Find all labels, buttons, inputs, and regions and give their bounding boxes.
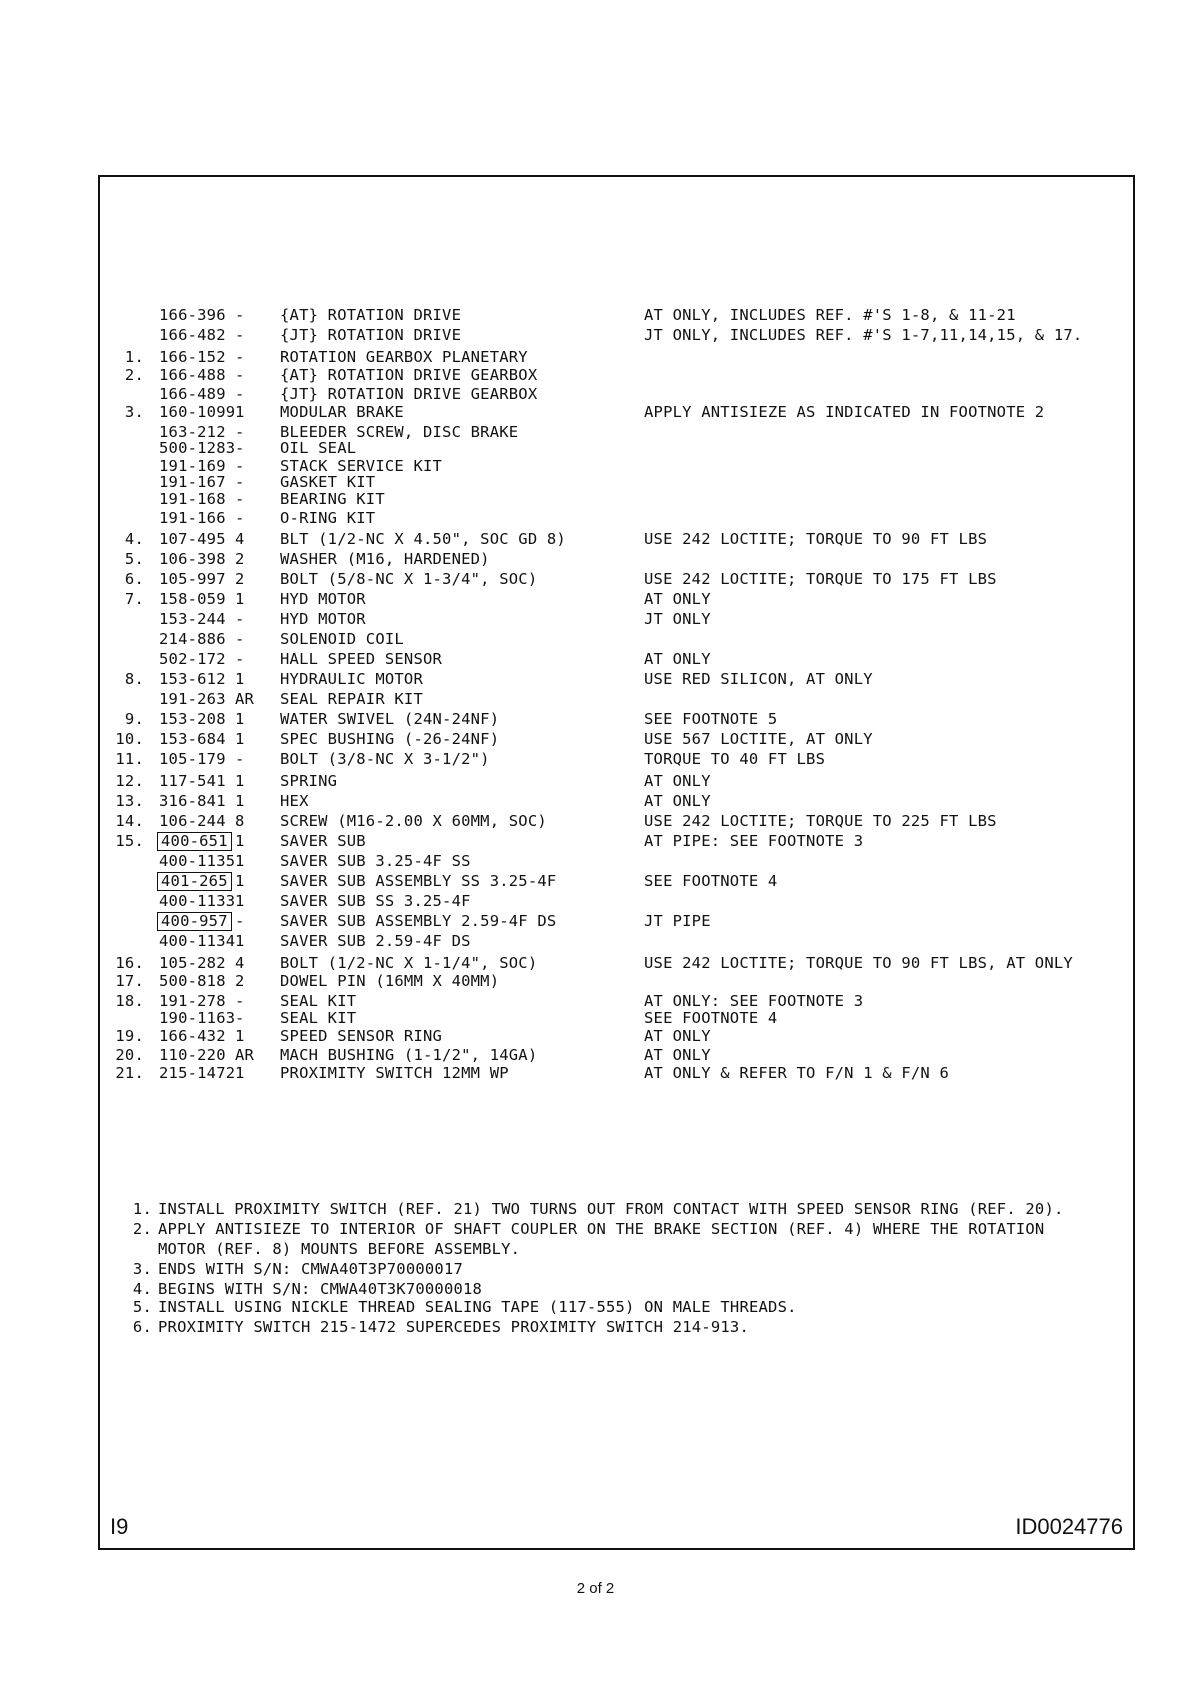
parts-row: [100, 1045, 1137, 1065]
ref-number: 3.: [124, 403, 144, 421]
quantity: 2: [235, 570, 245, 588]
description: HYD MOTOR: [280, 610, 366, 628]
part-number: 166-396: [159, 306, 226, 324]
description: SEAL KIT: [280, 1009, 357, 1027]
part-number: 166-488: [159, 366, 226, 384]
description: OIL SEAL: [280, 439, 357, 457]
part-number: 400-957: [157, 912, 232, 931]
description: {AT} ROTATION DRIVE: [280, 306, 462, 324]
ref-number: 11.: [115, 750, 144, 768]
footnote-line: [128, 1199, 1064, 1219]
ref-number: 10.: [115, 730, 144, 748]
remark: AT ONLY: [644, 1046, 711, 1064]
ref-number: 13.: [115, 792, 144, 810]
description: MODULAR BRAKE: [280, 403, 404, 421]
part-number: 105-997: [159, 570, 226, 588]
ref-number: 18.: [115, 992, 144, 1010]
ref-number: 12.: [115, 772, 144, 790]
quantity: -: [235, 366, 245, 384]
parts-row: [100, 1026, 1137, 1046]
description: HYDRAULIC MOTOR: [280, 670, 423, 688]
remark: JT ONLY, INCLUDES REF. #'S 1-7,11,14,15, & 17.: [644, 326, 1083, 344]
quantity: -: [235, 630, 245, 648]
description: HYD MOTOR: [280, 590, 366, 608]
footnote-line: [128, 1259, 463, 1279]
remark: USE 242 LOCTITE; TORQUE TO 90 FT LBS: [644, 530, 988, 548]
remark: AT ONLY: [644, 772, 711, 790]
quantity: -: [235, 509, 245, 527]
quantity: -: [235, 306, 245, 324]
parts-row: [100, 891, 1137, 911]
description: SAVER SUB ASSEMBLY 2.59-4F DS: [280, 912, 557, 930]
quantity: AR: [235, 1046, 255, 1064]
quantity: 2: [235, 972, 245, 990]
footnote-line: [128, 1297, 797, 1317]
footnote-text: MOTOR (REF. 8) MOUNTS BEFORE ASSEMBLY.: [158, 1240, 521, 1258]
description: SAVER SUB 2.59-4F DS: [280, 932, 471, 950]
quantity: 2: [235, 550, 245, 568]
parts-row: [100, 365, 1137, 385]
quantity: -: [235, 750, 245, 768]
parts-row: [100, 871, 1137, 891]
part-number: 158-059: [159, 590, 226, 608]
description: BOLT (3/8-NC X 3-1/2"): [280, 750, 490, 768]
description: BLT (1/2-NC X 4.50", SOC GD 8): [280, 530, 566, 548]
ref-number: 21.: [115, 1064, 144, 1082]
footnote-text: INSTALL PROXIMITY SWITCH (REF. 21) TWO TURNS OUT FROM CONTACT WITH SPEED SENSOR RING (REF. 20).: [158, 1200, 1064, 1218]
footnote-number: 5.: [132, 1298, 152, 1316]
ref-number: 9.: [124, 710, 144, 728]
description: HEX: [280, 792, 309, 810]
part-number: 107-495: [159, 530, 226, 548]
description: BEARING KIT: [280, 490, 385, 508]
parts-row: [100, 689, 1137, 709]
remark: JT ONLY: [644, 610, 711, 628]
ref-number: 20.: [115, 1046, 144, 1064]
parts-row: [100, 953, 1137, 973]
quantity: 1: [235, 710, 245, 728]
quantity: 1: [235, 832, 245, 850]
ref-number: 6.: [124, 570, 144, 588]
part-number: 400-651: [157, 832, 232, 851]
quantity: -: [235, 439, 245, 457]
part-number: 166-152: [159, 348, 226, 366]
ref-number: 16.: [115, 954, 144, 972]
part-number: 105-282: [159, 954, 226, 972]
quantity: 4: [235, 530, 245, 548]
description: SAVER SUB: [280, 832, 366, 850]
footnote-line: [128, 1219, 1044, 1239]
description: SPEC BUSHING (-26-24NF): [280, 730, 500, 748]
parts-row: [100, 325, 1137, 345]
description: SPRING: [280, 772, 338, 790]
description: SOLENOID COIL: [280, 630, 404, 648]
remark: USE 242 LOCTITE; TORQUE TO 175 FT LBS: [644, 570, 997, 588]
footnote-line: [128, 1317, 749, 1337]
part-number: 163-212: [159, 423, 226, 441]
description: DOWEL PIN (16MM X 40MM): [280, 972, 500, 990]
quantity: -: [235, 610, 245, 628]
quantity: 1: [235, 1064, 245, 1082]
part-number: 191-169: [159, 457, 226, 475]
remark: AT ONLY: SEE FOOTNOTE 3: [644, 992, 864, 1010]
description: BOLT (1/2-NC X 1-1/4", SOC): [280, 954, 538, 972]
part-number: 110-220: [159, 1046, 226, 1064]
description: SCREW (M16-2.00 X 60MM, SOC): [280, 812, 547, 830]
part-number: 191-166: [159, 509, 226, 527]
parts-row: [100, 831, 1137, 851]
part-number: 500-818: [159, 972, 226, 990]
parts-row: [100, 589, 1137, 609]
parts-row: [100, 508, 1137, 528]
description: SEAL KIT: [280, 992, 357, 1010]
part-number: 214-886: [159, 630, 226, 648]
quantity: -: [235, 1009, 245, 1027]
parts-row: [100, 771, 1137, 791]
part-number: 153-612: [159, 670, 226, 688]
description: SEAL REPAIR KIT: [280, 690, 423, 708]
parts-row: [100, 971, 1137, 991]
quantity: 1: [235, 792, 245, 810]
part-number: 191-168: [159, 490, 226, 508]
description: SAVER SUB 3.25-4F SS: [280, 852, 471, 870]
part-number: 191-263: [159, 690, 226, 708]
parts-row: [100, 569, 1137, 589]
part-number: 166-432: [159, 1027, 226, 1045]
parts-row: [100, 489, 1137, 509]
quantity: 1: [235, 730, 245, 748]
footnote-number: 4.: [132, 1280, 152, 1298]
quantity: 1: [235, 1027, 245, 1045]
ref-number: 1.: [124, 348, 144, 366]
ref-number: 19.: [115, 1027, 144, 1045]
remark: USE RED SILICON, AT ONLY: [644, 670, 873, 688]
parts-row: [100, 402, 1137, 422]
remark: SEE FOOTNOTE 5: [644, 710, 778, 728]
sheet-label: I9: [110, 1514, 129, 1539]
quantity: 1: [235, 670, 245, 688]
parts-row: [100, 709, 1137, 729]
description: SPEED SENSOR RING: [280, 1027, 443, 1045]
remark: SEE FOOTNOTE 4: [644, 1009, 778, 1027]
quantity: 1: [235, 403, 245, 421]
footnote-text: APPLY ANTISIEZE TO INTERIOR OF SHAFT COUPLER ON THE BRAKE SECTION (REF. 4) WHERE THE ROTATION: [158, 1220, 1045, 1238]
parts-row: [100, 669, 1137, 689]
part-number: 166-482: [159, 326, 226, 344]
part-number: 400-1133: [159, 892, 236, 910]
quantity: 1: [235, 892, 245, 910]
parts-row: [100, 1063, 1137, 1083]
quantity: -: [235, 385, 245, 403]
part-number: 500-1283: [159, 439, 236, 457]
footnote-number: 2.: [132, 1220, 152, 1238]
parts-row: [100, 791, 1137, 811]
footnote-number: 3.: [132, 1260, 152, 1278]
part-number: 160-1099: [159, 403, 236, 421]
drawing-id: ID0024776: [1015, 1514, 1123, 1539]
ref-number: 8.: [124, 670, 144, 688]
part-number: 153-208: [159, 710, 226, 728]
quantity: 4: [235, 954, 245, 972]
remark: USE 242 LOCTITE; TORQUE TO 90 FT LBS, AT ONLY: [644, 954, 1073, 972]
quantity: 1: [235, 852, 245, 870]
footnote-text: BEGINS WITH S/N: CMWA40T3K70000018: [158, 1280, 483, 1298]
description: {JT} ROTATION DRIVE GEARBOX: [280, 385, 538, 403]
part-number: 400-1134: [159, 932, 236, 950]
remark: AT ONLY: [644, 650, 711, 668]
quantity: -: [235, 423, 245, 441]
footnote-text: INSTALL USING NICKLE THREAD SEALING TAPE (117-555) ON MALE THREADS.: [158, 1298, 797, 1316]
description: {AT} ROTATION DRIVE GEARBOX: [280, 366, 538, 384]
footnote-text: ENDS WITH S/N: CMWA40T3P70000017: [158, 1260, 464, 1278]
footnote-number: 1.: [132, 1200, 152, 1218]
parts-row: [100, 729, 1137, 749]
part-number: 190-1163: [159, 1009, 236, 1027]
ref-number: 14.: [115, 812, 144, 830]
description: SAVER SUB SS 3.25-4F: [280, 892, 471, 910]
footnote-line: [128, 1239, 520, 1259]
remark: AT ONLY: [644, 792, 711, 810]
parts-row: [100, 851, 1137, 871]
quantity: -: [235, 912, 245, 930]
parts-row: [100, 1008, 1137, 1028]
remark: AT ONLY, INCLUDES REF. #'S 1-8, & 11-21: [644, 306, 1016, 324]
parts-row: [100, 629, 1137, 649]
remark: AT PIPE: SEE FOOTNOTE 3: [644, 832, 864, 850]
quantity: -: [235, 490, 245, 508]
parts-row: [100, 649, 1137, 669]
description: ROTATION GEARBOX PLANETARY: [280, 348, 528, 366]
part-number: 166-489: [159, 385, 226, 403]
quantity: 8: [235, 812, 245, 830]
part-number: 106-244: [159, 812, 226, 830]
remark: AT ONLY & REFER TO F/N 1 & F/N 6: [644, 1064, 950, 1082]
footnote-text: PROXIMITY SWITCH 215-1472 SUPERCEDES PROXIMITY SWITCH 214-913.: [158, 1318, 749, 1336]
quantity: 1: [235, 872, 245, 890]
part-number: 400-1135: [159, 852, 236, 870]
description: SAVER SUB ASSEMBLY SS 3.25-4F: [280, 872, 557, 890]
ref-number: 4.: [124, 530, 144, 548]
parts-row: [100, 749, 1137, 769]
parts-row: [100, 609, 1137, 629]
parts-row: [100, 529, 1137, 549]
ref-number: 17.: [115, 972, 144, 990]
part-number: 191-278: [159, 992, 226, 1010]
remark: SEE FOOTNOTE 4: [644, 872, 778, 890]
remark: USE 567 LOCTITE, AT ONLY: [644, 730, 873, 748]
description: HALL SPEED SENSOR: [280, 650, 443, 668]
parts-row: [100, 811, 1137, 831]
parts-row: [100, 347, 1137, 367]
quantity: 1: [235, 772, 245, 790]
remark: TORQUE TO 40 FT LBS: [644, 750, 826, 768]
part-number: 117-541: [159, 772, 226, 790]
remark: APPLY ANTISIEZE AS INDICATED IN FOOTNOTE 2: [644, 403, 1045, 421]
ref-number: 2.: [124, 366, 144, 384]
parts-row: [100, 931, 1137, 951]
ref-number: 7.: [124, 590, 144, 608]
quantity: 1: [235, 932, 245, 950]
quantity: -: [235, 348, 245, 366]
description: MACH BUSHING (1-1/2", 14GA): [280, 1046, 538, 1064]
quantity: AR: [235, 690, 255, 708]
quantity: -: [235, 457, 245, 475]
description: GASKET KIT: [280, 473, 376, 491]
description: STACK SERVICE KIT: [280, 457, 443, 475]
description: BOLT (5/8-NC X 1-3/4", SOC): [280, 570, 538, 588]
parts-row: [100, 911, 1137, 931]
description: WATER SWIVEL (24N-24NF): [280, 710, 500, 728]
description: PROXIMITY SWITCH 12MM WP: [280, 1064, 509, 1082]
footnote-line: [128, 1279, 482, 1299]
ref-number: 5.: [124, 550, 144, 568]
quantity: -: [235, 326, 245, 344]
parts-row: [100, 305, 1137, 325]
quantity: -: [235, 992, 245, 1010]
description: WASHER (M16, HARDENED): [280, 550, 490, 568]
footnote-number: 6.: [132, 1318, 152, 1336]
description: {JT} ROTATION DRIVE: [280, 326, 462, 344]
part-number: 215-1472: [159, 1064, 236, 1082]
description: BLEEDER SCREW, DISC BRAKE: [280, 423, 519, 441]
parts-row: [100, 549, 1137, 569]
remark: AT ONLY: [644, 1027, 711, 1045]
remark: USE 242 LOCTITE; TORQUE TO 225 FT LBS: [644, 812, 997, 830]
description: O-RING KIT: [280, 509, 376, 527]
part-number: 106-398: [159, 550, 226, 568]
part-number: 191-167: [159, 473, 226, 491]
page-number: 2 of 2: [576, 1580, 615, 1597]
part-number: 153-684: [159, 730, 226, 748]
parts-row: [100, 438, 1137, 458]
part-number: 316-841: [159, 792, 226, 810]
part-number: 153-244: [159, 610, 226, 628]
ref-number: 15.: [115, 832, 144, 850]
parts-row: [100, 384, 1137, 404]
remark: JT PIPE: [644, 912, 711, 930]
quantity: 1: [235, 590, 245, 608]
part-number: 401-265: [157, 872, 232, 891]
remark: AT ONLY: [644, 590, 711, 608]
part-number: 502-172: [159, 650, 226, 668]
part-number: 105-179: [159, 750, 226, 768]
quantity: -: [235, 473, 245, 491]
drawing-frame: [98, 175, 1135, 1550]
quantity: -: [235, 650, 245, 668]
